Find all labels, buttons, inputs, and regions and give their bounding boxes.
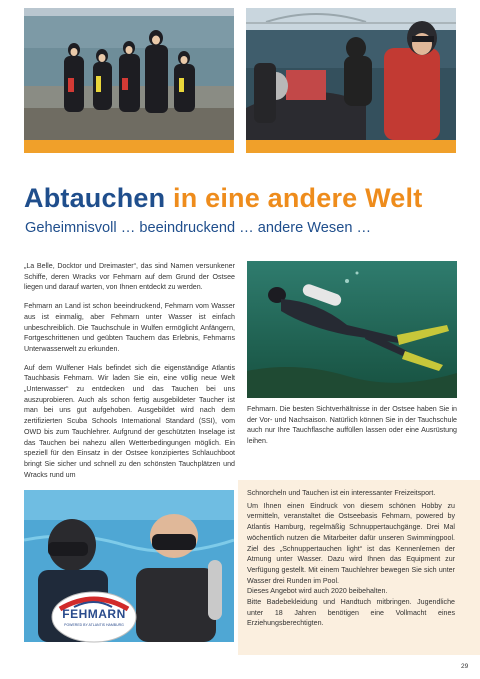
logo-name: FEHMARN bbox=[62, 607, 126, 621]
photo-boat-divers bbox=[246, 8, 456, 140]
intro-paragraph-3: Auf dem Wulfener Hals befindet sich die eigenständige Atlantis Tauchbasis Fehmarn. Wir laden Sie ein, eine völlig neue Welt „Unterwasser“ zu entdecken und das Tauchen bei uns auszuprobieren. Auch als schon fertig ausgebildeter Taucher ist man bei uns gut aufgehoben. Ausgebildet wird nach dem zertifizierten Scuba Schools International Standard (SSI), vom OWD bis zum Tauchlehrer. Aufgrund der geschützten Inselage ist das Tauchen bei nahezu allen Wetterbedingungen möglich. Ein speziell für den Einsatz in der Ostsee konzipiertes Schlauchboot bringt Sie sicher und schnell zu den schönsten Tauchplätzen und Wracks rund um bbox=[24, 363, 235, 479]
intro-text-column bbox=[24, 261, 235, 488]
intro-paragraph-1: „La Belle, Docktor und Dreimaster“, das sind Namen versunkener Schiffe, deren Wracks vor Fehmarn auf dem Grund der Ostsee liegen und darauf warten, von Ihnen entdeckt zu werden. bbox=[24, 262, 235, 292]
intro-paragraph-2: Fehmarn an Land ist schon beeindruckend, Fehmarn vom Wasser aus ist einmalig, aber Fehmarn unter Wasser ist einfach unbeschreiblich. Die Tauchschule in Wulfen ermöglicht Anfängern, Fortgeschrittenen und geübten Tauchern das Erlebnis, Fehmarns Unterwasserwelt zu erkunden. bbox=[24, 302, 235, 353]
page-title bbox=[24, 183, 422, 214]
snorkel-lead: Schnorcheln und Tauchen ist ein interessanter Freizeitsport. bbox=[247, 489, 436, 497]
title-part-blue: Abtauchen bbox=[24, 183, 166, 213]
snorkel-paragraph-2: Dieses Angebot wird auch 2020 beibehalten. bbox=[247, 587, 388, 596]
snorkel-info-text bbox=[247, 488, 455, 629]
photo-divers-group bbox=[24, 8, 234, 140]
photo-underwater-diver bbox=[247, 261, 457, 398]
logo-tagline: POWERED BY ATLANTIS HAMBURG bbox=[64, 623, 124, 627]
accent-bar-right bbox=[246, 140, 456, 153]
page-subtitle: Geheimnisvoll … beeindruckend … andere Wesen … bbox=[25, 220, 372, 236]
snorkel-paragraph-3: Bitte Badebekleidung und Handtuch mitbringen. Jugendliche unter 18 Jahren benötigen eine Vollmacht eines Erziehungsberechtigten. bbox=[247, 598, 455, 628]
continued-text: Fehmarn. Die besten Sichtverhältnisse in der Ostsee haben Sie in der Vor- und Nachsaison. Natürlich können Sie in der Tauchschule auch nur Ihre Tauchflasche auffüllen lassen oder eine Ausrüstung leihen. bbox=[247, 405, 457, 446]
snorkel-paragraph-1: Um Ihnen einen Eindruck von diesem schönen Hobby zu vermitteln, veranstaltet die Ostseebasis Fehmarn, powered by Atlantis Hamburg, regelmäßig Schnuppertauchgänge. Drei Mal wöchentlich nutzen die Mitarbeiter dafür unseren Swimmingpool. Ziel des „Schnuppertauchen light“ ist das Kennenlernen der Atmung unter Wasser. Dazu wird Ihnen das Equipment zur Verfügung gestellt. Mit einem Tauchlehrer bewegen Sie sich unter Wasser drei Runden im Pool. bbox=[247, 501, 455, 585]
title-part-orange: in eine andere Welt bbox=[173, 183, 423, 213]
page-number: 29 bbox=[461, 663, 469, 670]
accent-bar-left bbox=[24, 140, 234, 153]
fehmarn-logo bbox=[50, 583, 138, 643]
